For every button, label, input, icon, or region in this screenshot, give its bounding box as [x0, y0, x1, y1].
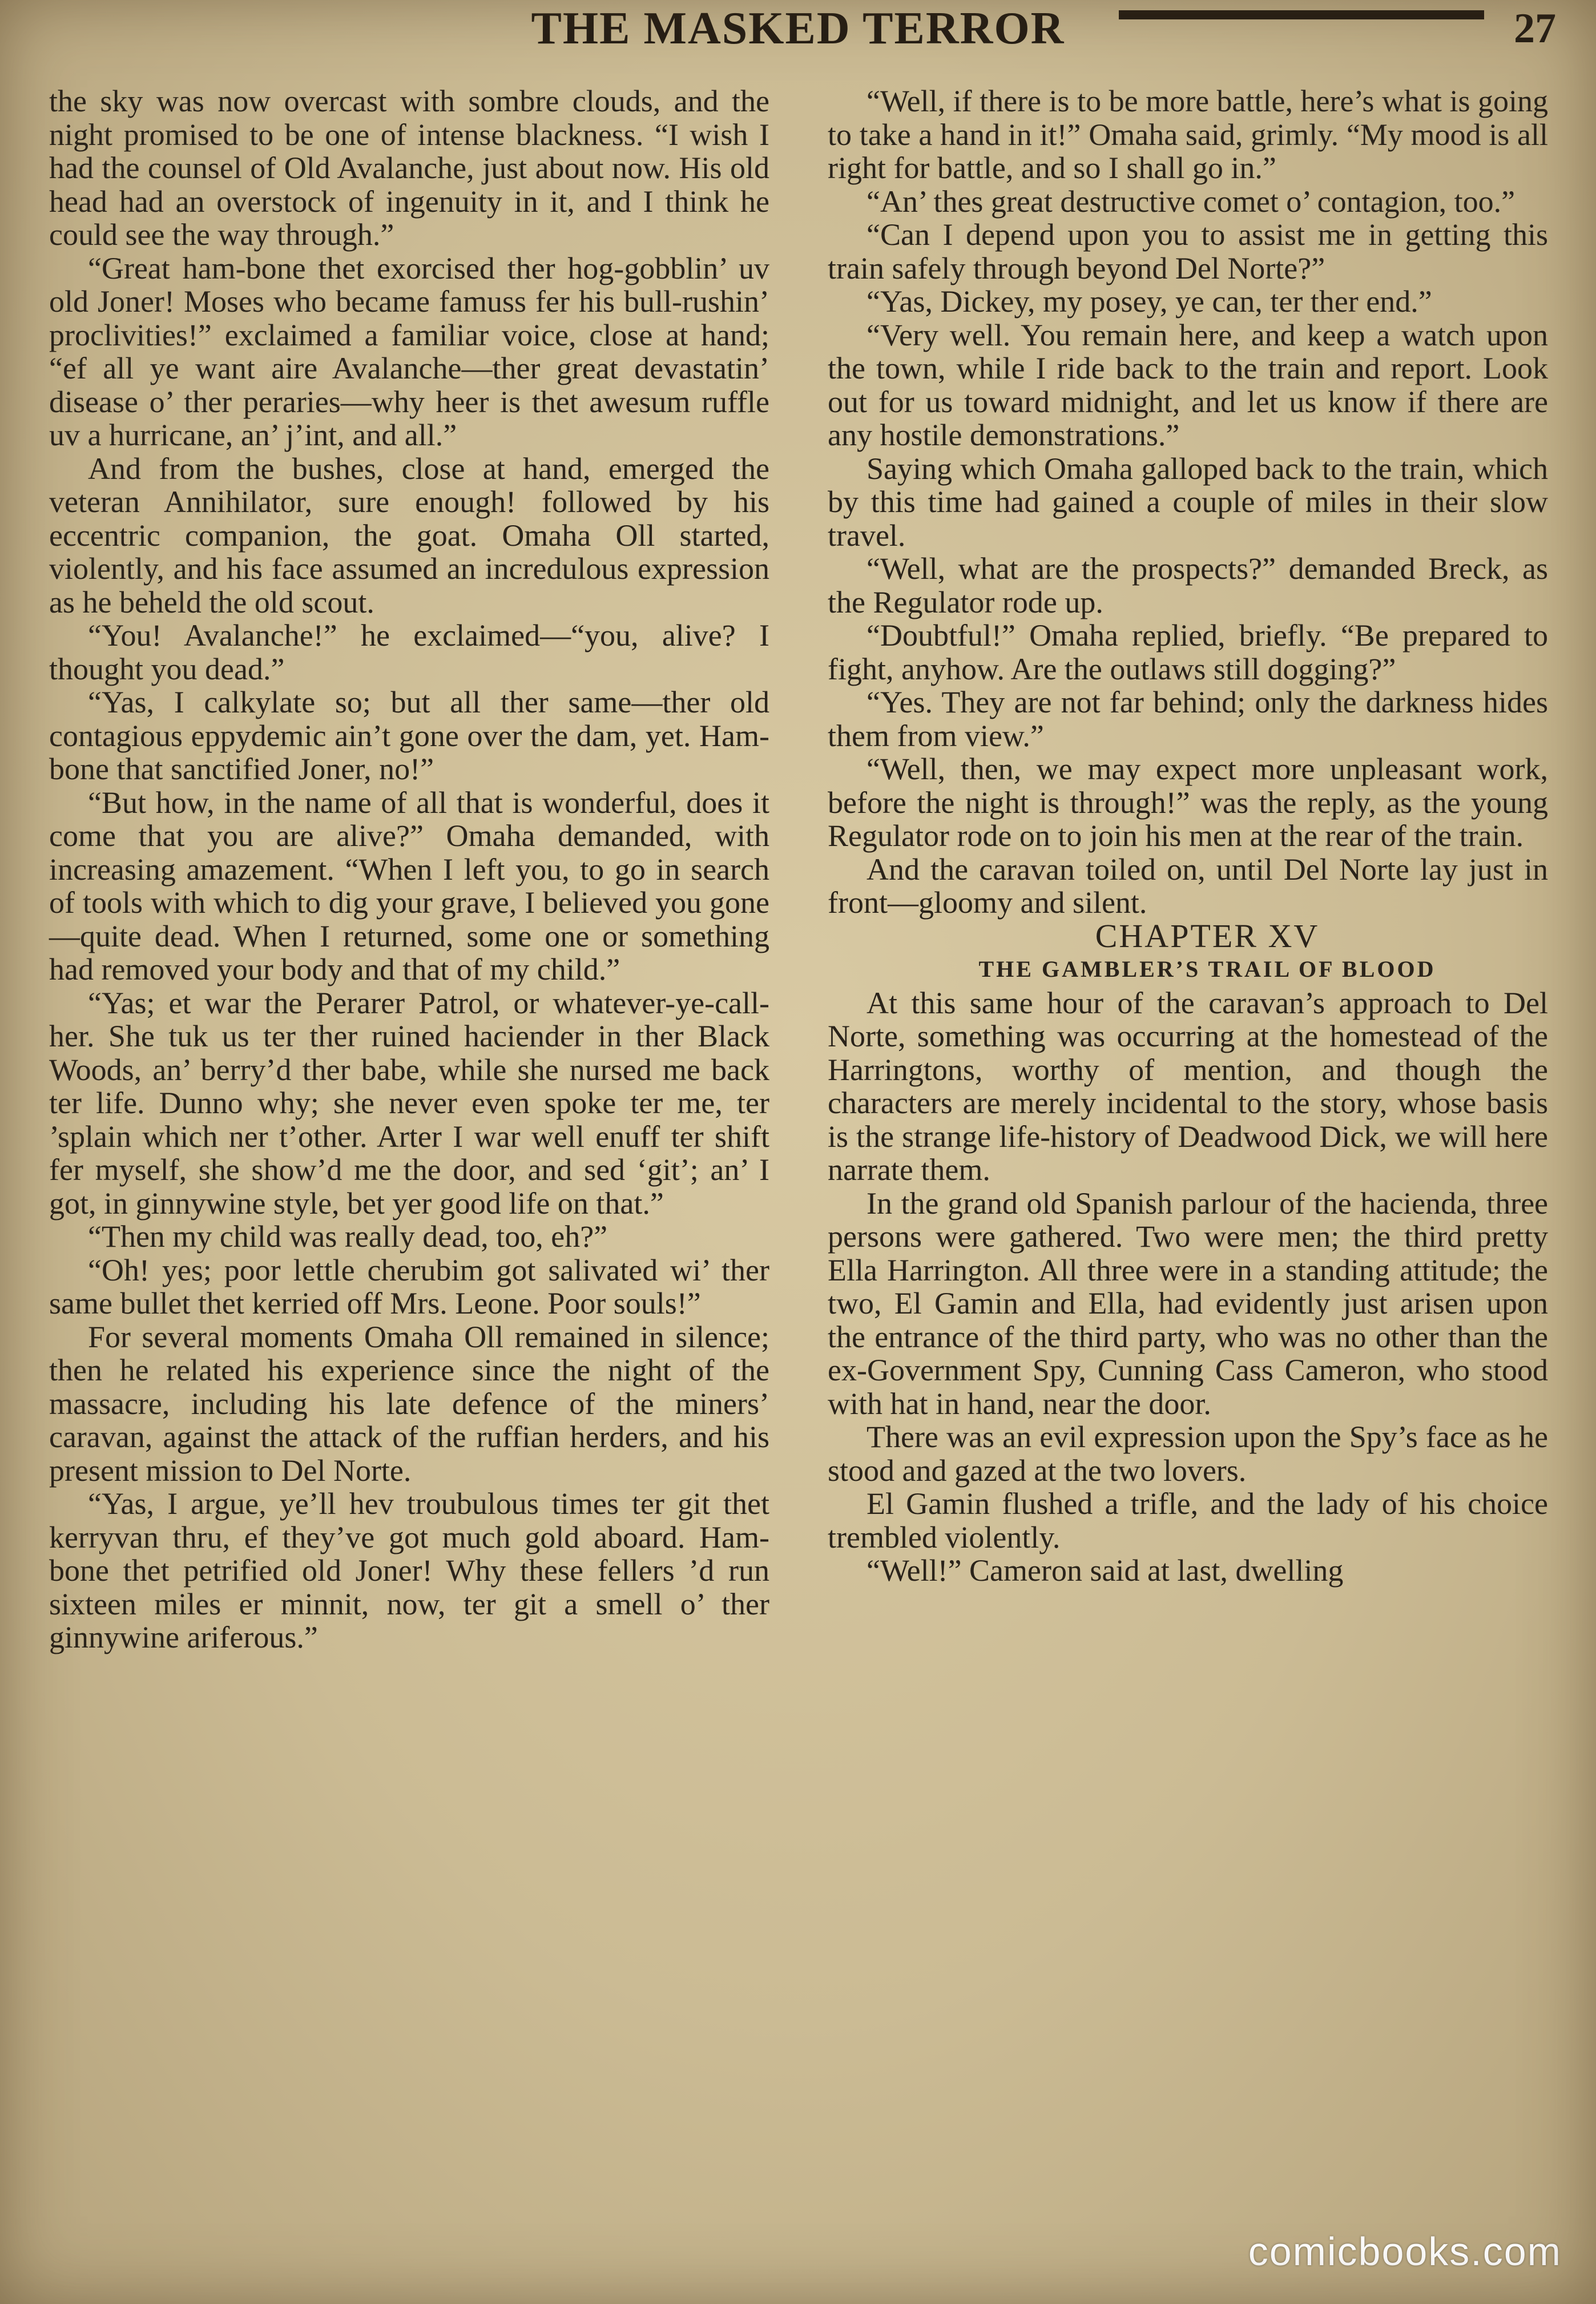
paragraph: “Well, what are the prospects?” demanded Breck, as the Regulator rode up. — [828, 551, 1548, 619]
paragraph: In the grand old Spanish parlour of the hacienda, three persons were gathered. Two were men; the third pretty Ella Harrington. All three were in a standing attitude; the two, El Gamin and Ella, had evidently just arisen upon the entrance of the third party, who was no other than the ex-Government Spy, Cunning Cass Cameron, who stood with hat in hand, near the door. — [828, 1186, 1548, 1421]
chapter-number: CHAPTER XV — [1095, 917, 1320, 954]
paragraph: “But how, in the name of all that is wonderful, does it come that you are alive?” Omaha demanded, with increasing amazement. “When I left you, to go in search of tools with which to dig your grave, I believed you gone—quite dead. When I returned, some one or something had removed your body and that of my child.” — [49, 785, 769, 986]
paragraph: Saying which Omaha galloped back to the train, which by this time had gained a couple of miles in their slow travel. — [828, 451, 1548, 553]
paragraph: “Well, then, we may expect more unpleasant work, before the night is through!” was the reply, as the young Regulator rode on to join his men at the rear of the train. — [828, 752, 1548, 853]
paragraph: “Well!” Cameron said at last, dwelling — [866, 1553, 1344, 1588]
paragraph: “Yas, Dickey, my posey, ye can, ter ther end.” — [866, 284, 1432, 319]
paragraph: “Great ham-bone thet exorcised ther hog-gobblin’ uv old Joner! Moses who became famuss fer his bull-rushin’ proclivities!” exclaimed a familiar voice, close at hand; “ef all ye want aire Avalanche—ther great devastatin’ disease o’ ther peraries—why heer is thet awesum ruffle uv a hurricane, an’ j’int, and all.” — [49, 251, 769, 452]
paragraph: “Yas, I calkylate so; but all ther same—ther old contagious eppydemic ain’t gone over the dam, yet. Ham-bone that sanctified Joner, no!” — [49, 685, 769, 786]
paragraph: And from the bushes, close at hand, emerged the veteran Annihilator, sure enough! followed by his eccentric companion, the goat. Omaha Oll started, violently, and his face assumed an incredulous expression as he beheld the old scout. — [49, 451, 769, 619]
paragraph: “Well, if there is to be more battle, here’s what is going to take a hand in it!” Omaha said, grimly. “My mood is all right for battle, and so I shall go in.” — [828, 84, 1548, 185]
chapter-title: THE GAMBLER’S TRAIL OF BLOOD — [978, 956, 1436, 982]
paragraph: At this same hour of the caravan’s approach to Del Norte, something was occurring at the homestead of the Harringtons, worthy of mention, and though the characters are merely incidental to the story, whose basis is the strange life-history of Deadwood Dick, we will here narrate them. — [828, 985, 1548, 1187]
paragraph: “Yas; et war the Perarer Patrol, or whatever-ye-call-her. She tuk us ter ther ruined haciender in ther Black Woods, an’ berry’d ther babe, while she nursed me back ter life. Dunno why; she never even spoke ter me, ter ’splain which ner t’other. Arter I war well enuff ter shift fer myself, she show’d me the door, and sed ‘git’; an’ I got, in ginnywine style, bet yer good life on that.” — [49, 985, 769, 1221]
page-header — [0, 0, 1596, 62]
watermark: comicbooks.com — [1248, 2229, 1562, 2274]
paragraph: “Yas, I argue, ye’ll hev troubulous times ter git thet kerryvan thru, ef they’ve got much gold aboard. Ham-bone thet petrified old Joner! Why these fellers ’d run sixteen miles er minnit, now, ter git a smell o’ ther ginnywine ariferous.” — [49, 1487, 769, 1654]
paragraph: And the caravan toiled on, until Del Norte lay just in front—gloomy and silent. — [828, 852, 1548, 920]
paragraph: “Then my child was really dead, too, eh?” — [88, 1219, 608, 1254]
paragraph: “Very well. You remain here, and keep a watch upon the town, while I ride back to the train and report. Look out for us toward midnight, and let us know if there are any hostile demonstrations.” — [828, 317, 1548, 452]
paragraph: “Doubtful!” Omaha replied, briefly. “Be prepared to fight, anyhow. Are the outlaws still dogging?” — [828, 618, 1548, 686]
paragraph: the sky was now overcast with sombre clouds, and the night promised to be one of intense blackness. “I wish I had the counsel of Old Avalanche, just about now. His old head had an overstock of ingenuity in it, and I think he could see the way through.” — [49, 84, 769, 252]
page-number: 27 — [1514, 5, 1556, 52]
running-title: THE MASKED TERROR — [531, 3, 1065, 54]
paragraph: “An’ thes great destructive comet o’ contagion, too.” — [866, 184, 1516, 219]
paragraph: “Oh! yes; poor lettle cherubim got salivated wi’ ther same bullet thet kerried off Mrs. Leone. Poor souls!” — [49, 1252, 769, 1320]
paragraph: For several moments Omaha Oll remained in silence; then he related his experience since the night of the massacre, including his late defence of the miners’ caravan, against the attack of the ruffian herders, and his present mission to Del Norte. — [49, 1319, 769, 1488]
left-column — [49, 84, 769, 1654]
right-column — [828, 84, 1548, 1588]
paragraph: El Gamin flushed a trifle, and the lady of his choice trembled violently. — [828, 1487, 1548, 1554]
paragraph: There was an evil expression upon the Spy’s face as he stood and gazed at the two lovers. — [828, 1420, 1548, 1488]
paragraph: “You! Avalanche!” he exclaimed—“you, alive? I thought you dead.” — [49, 618, 769, 686]
paragraph: “Can I depend upon you to assist me in getting this train safely through beyond Del Norte?” — [828, 217, 1548, 285]
paragraph: “Yes. They are not far behind; only the darkness hides them from view.” — [828, 685, 1548, 753]
